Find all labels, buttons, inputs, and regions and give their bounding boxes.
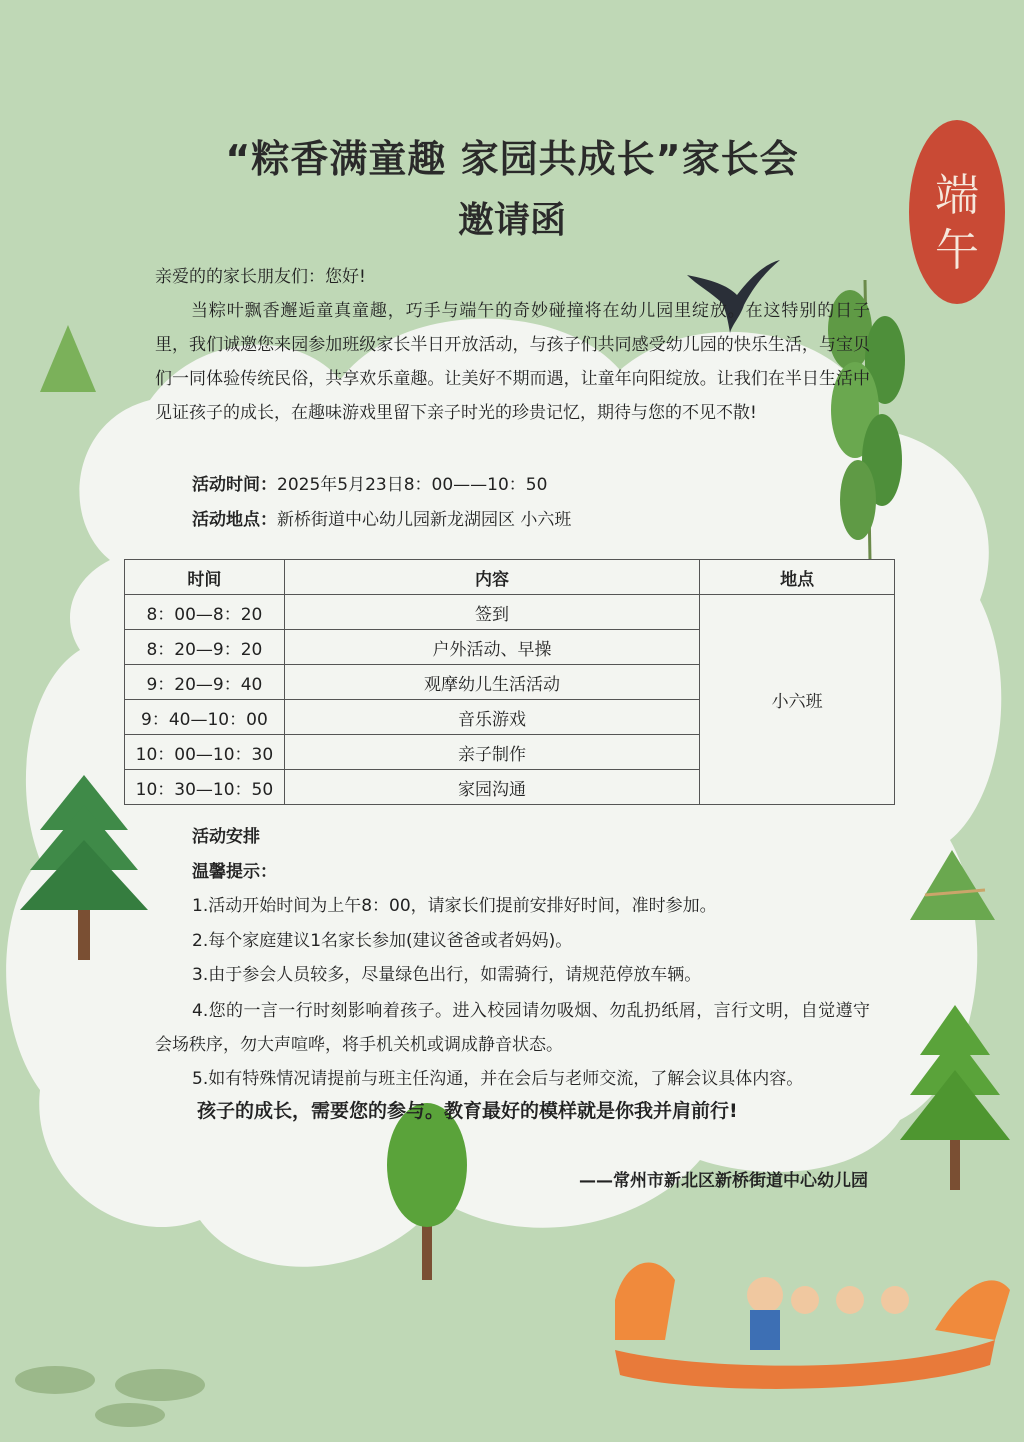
header-content: 内容 xyxy=(284,560,699,595)
tip-item-5: 5.如有特殊情况请提前与班主任沟通，并在会后与老师交流，了解会议具体内容。 xyxy=(192,1069,804,1089)
greeting: 亲爱的的家长朋友们：您好! xyxy=(155,267,366,287)
activity-time-value: 2025年5月23日8：00——10：50 xyxy=(277,475,548,495)
tip-item-3: 3.由于参会人员较多，尽量绿色出行，如需骑行，请规范停放车辆。 xyxy=(192,965,702,985)
zongzi-left-icon xyxy=(38,320,98,400)
signature: ——常州市新北区新桥街道中心幼儿园 xyxy=(579,1171,868,1191)
tip-item-2: 2.每个家庭建议1名家长参加(建议爸爸或者妈妈)。 xyxy=(192,931,573,951)
table-row xyxy=(125,595,895,630)
tip-item-4: 4.您的一言一行时刻影响着孩子。进入校园请勿吸烟、勿乱扔纸屑，言行文明，自觉遵守会场秩序，勿大声喧哗，将手机关机或调成静音状态。 xyxy=(155,1001,870,1055)
row-location: 小六班 xyxy=(700,595,895,805)
tip-item-1: 1.活动开始时间为上午8：00，请家长们提前安排好时间，准时参加。 xyxy=(192,896,717,916)
header-location: 地点 xyxy=(700,560,895,595)
pine-tree-right-icon xyxy=(900,1000,1010,1190)
svg-text:午: 午 xyxy=(935,225,979,276)
tree-center-icon xyxy=(385,1100,470,1280)
row-content: 亲子制作 xyxy=(284,735,699,770)
row-content: 户外活动、早操 xyxy=(284,630,699,665)
zongzi-right-icon xyxy=(905,845,1000,930)
row-content: 签到 xyxy=(284,595,699,630)
page-title: “粽香满童趣 家园共成长”家长会 xyxy=(225,137,799,181)
tips-heading: 温馨提示： xyxy=(192,862,277,882)
row-content: 音乐游戏 xyxy=(284,700,699,735)
arrangement-heading: 活动安排 xyxy=(192,827,260,847)
page-subtitle: 邀请函 xyxy=(457,200,566,241)
row-content: 家园沟通 xyxy=(284,770,699,805)
schedule-table xyxy=(124,559,895,805)
row-time: 9：40—10：00 xyxy=(125,700,285,735)
dragon-boat-icon xyxy=(595,1200,1015,1400)
activity-time xyxy=(192,470,547,495)
row-time: 8：20—9：20 xyxy=(125,630,285,665)
row-time: 10：00—10：30 xyxy=(125,735,285,770)
row-time: 10：30—10：50 xyxy=(125,770,285,805)
invitation-body: 当粽叶飘香邂逅童真童趣，巧手与端午的奇妙碰撞将在幼儿园里绽放。在这特别的日子里，我们诚邀您来园参加班级家长半日开放活动，与孩子们共同感受幼儿园的快乐生活，与宝贝们一同体验传统民俗，共享欢乐童趣。让美好不期而遇，让童年向阳绽放。让我们在半日生活中见证孩子的成长，在趣味游戏里留下亲子时光的珍贵记忆，期待与您的不见不散! xyxy=(155,301,870,423)
row-time: 8：00—8：20 xyxy=(125,595,285,630)
activity-place xyxy=(192,505,571,530)
header-time: 时间 xyxy=(125,560,285,595)
lily-pads-icon xyxy=(10,1360,210,1430)
activity-place-value: 新桥街道中心幼儿园新龙湖园区 小六班 xyxy=(277,510,572,530)
svg-text:端: 端 xyxy=(935,170,979,221)
row-content: 观摩幼儿生活活动 xyxy=(284,665,699,700)
slogan: 孩子的成长，需要您的参与。教育最好的模样就是你我并肩前行! xyxy=(197,1100,738,1122)
activity-time-label: 活动时间： xyxy=(192,475,277,495)
table-header-row xyxy=(125,560,895,595)
row-time: 9：20—9：40 xyxy=(125,665,285,700)
activity-place-label: 活动地点： xyxy=(192,510,277,530)
